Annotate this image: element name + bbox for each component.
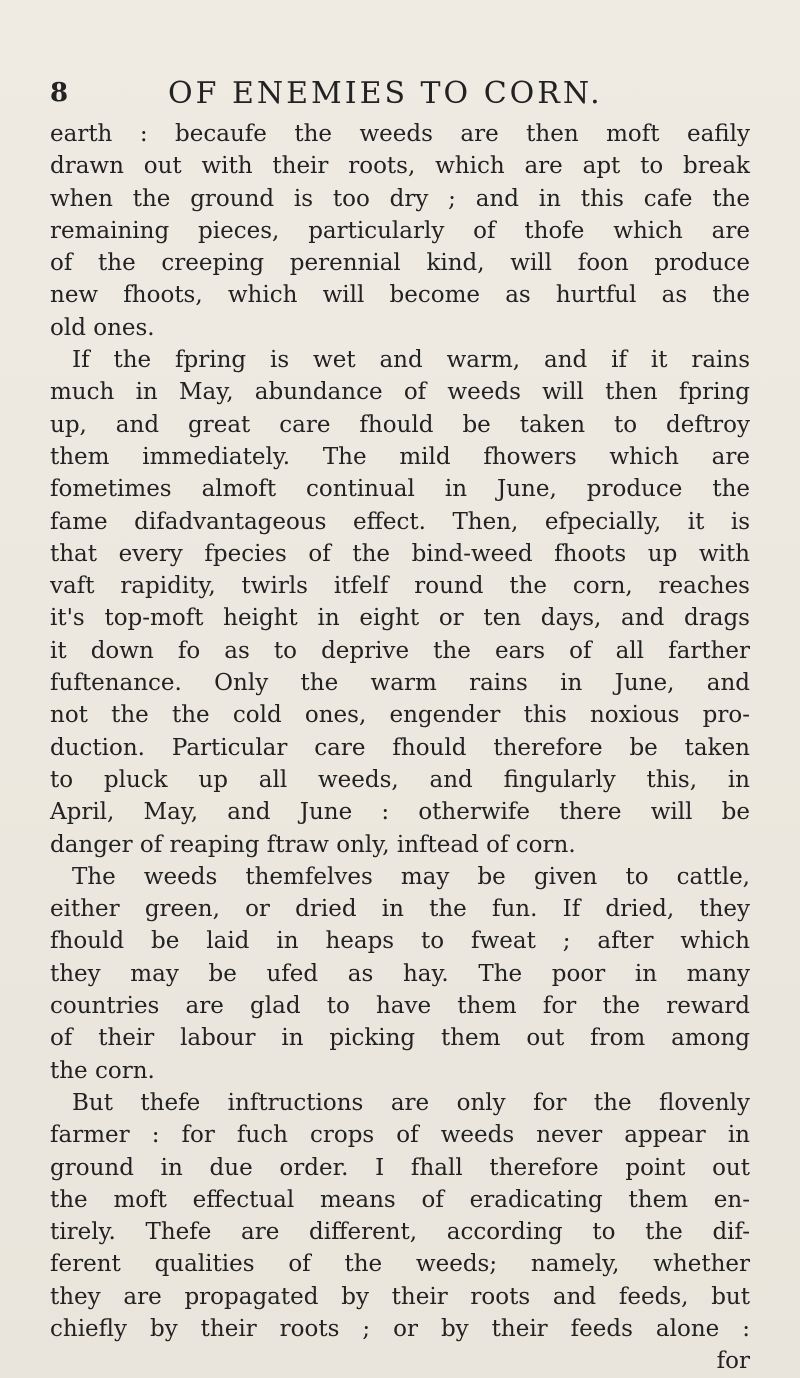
text-line: ground in due order. I fhall therefore point out [50,1154,750,1181]
text-line: not the the cold ones, engender this noxious pro- [50,702,750,729]
text-line: earth : becaufe the weeds are then moft eafily [50,121,750,147]
running-head: OF ENEMIES TO CORN. [168,76,603,111]
text-line: April, May, and June : otherwife there will be [50,799,750,826]
text-line: farmer : for fuch crops of weeds never appear in [50,1122,750,1149]
text-line: chiefly by their roots ; or by their feeds alone : [50,1315,750,1342]
text-line: vaft rapidity, twirls itfelf round the corn, reaches [50,573,750,600]
text-line: of their labour in picking them out from among [50,1025,750,1052]
body-text [50,118,750,1378]
text-line: of the creeping perennial kind, will foon produce [50,250,750,277]
text-line: old ones. [50,314,155,341]
page-header [50,72,750,112]
text-line: it's top-moft height in eight or ten days, and drags [50,605,750,632]
text-line: But thefe inftructions are only for the flovenly [72,1089,750,1116]
text-line: they are propagated by their roots and feeds, but [50,1283,750,1310]
text-line: either green, or dried in the fun. If dried, they [50,896,750,923]
text-line: the moft effectual means of eradicating them en- [50,1186,750,1213]
text-line: when the ground is too dry ; and in this cafe the [50,185,750,212]
text-line: danger of reaping ftraw only, inftead of corn. [50,831,576,858]
text-line: The weeds themfelves may be given to cattle, [72,863,750,890]
text-line: that every fpecies of the bind-weed fhoots up with [50,540,750,567]
text-line: the corn. [50,1057,155,1084]
text-line: drawn out with their roots, which are apt to break [50,153,750,180]
text-line: fometimes almoft continual in June, produce the [50,476,750,503]
text-line: duction. Particular care fhould therefore be taken [50,734,750,761]
text-line: remaining pieces, particularly of thofe which are [50,217,750,244]
text-line: to pluck up all weeds, and fingularly this, in [50,766,750,793]
page-number: 8 [50,78,70,108]
text-line: fame difadvantageous effect. Then, efpecially, it is [50,508,750,535]
text-line: they may be ufed as hay. The poor in many [50,960,750,987]
text-line: new fhoots, which will become as hurtful as the [50,282,750,309]
catchword: for [716,1348,750,1375]
text-line: much in May, abundance of weeds will then fpring [50,379,750,406]
text-line: If the fpring is wet and warm, and if it rains [72,347,750,374]
text-line: tirely. Thefe are different, according to the dif- [50,1219,750,1246]
text-line: them immediately. The mild fhowers which are [50,443,750,470]
text-line: ferent qualities of the weeds; namely, whether [50,1251,750,1278]
text-line: fuftenance. Only the warm rains in June, and [50,670,750,697]
text-line: countries are glad to have them for the reward [50,993,750,1020]
text-line: up, and great care fhould be taken to deftroy [50,411,750,438]
text-line: it down fo as to deprive the ears of all farther [50,637,750,664]
text-line: fhould be laid in heaps to fweat ; after which [50,928,750,955]
